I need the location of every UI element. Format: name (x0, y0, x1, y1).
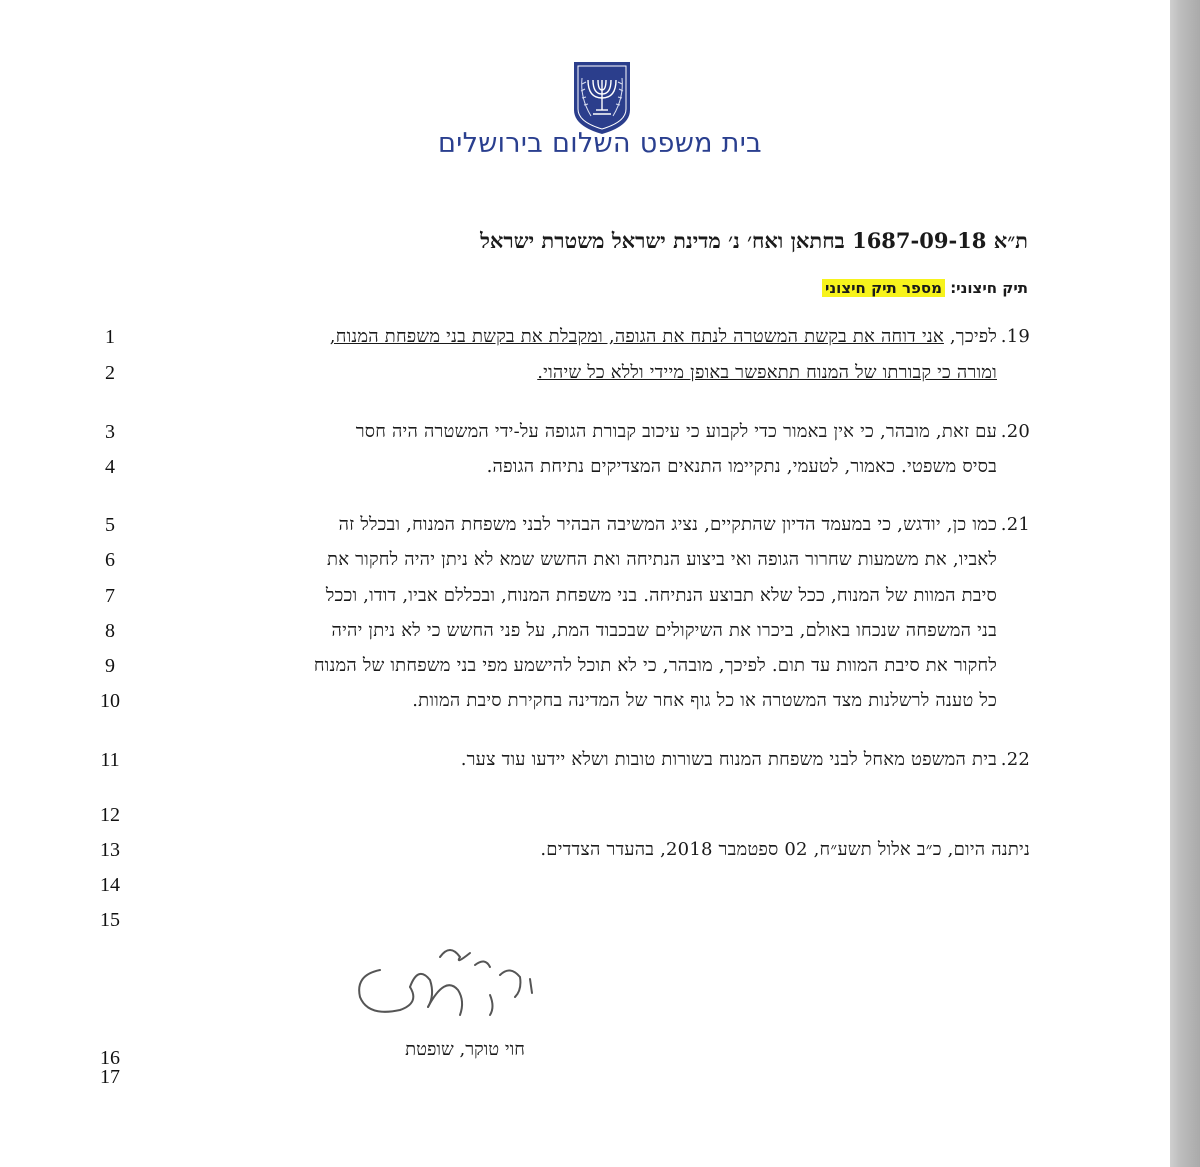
paragraph-text: בית המשפט מאחל לבני משפחת המנוח בשורות טובות ושלא יידעו עוד צער. (460, 749, 997, 770)
paragraph-19-lead: לפיכך, (943, 326, 997, 347)
line-number: 3 (105, 421, 115, 443)
paragraph-text: כל טענה לרשלנות מצד המשטרה או כל גוף אחר של המדינה בחקירת סיבת המוות. (412, 690, 997, 711)
paragraph-21-line-4 (332, 620, 1030, 641)
line-number: 13 (100, 839, 120, 861)
paragraph-text: בני המשפחה שנכחו באולם, ביכרו את השיקולים שבכבוד המת, על פני החשש כי לא ניתן יהיה (331, 620, 997, 641)
court-name: בית משפט השלום בירושלים (438, 128, 762, 159)
line-number: 17 (100, 1066, 120, 1088)
external-file-line (822, 279, 1028, 297)
paragraph-20-line-1 (356, 421, 1030, 442)
line-number: 10 (100, 690, 120, 712)
external-file-label: תיק חיצוני: (950, 279, 1028, 297)
line-number: 16 (100, 1047, 120, 1069)
given-date-line: ניתנה היום, כ״ב אלול תשע״ח, 02 ספטמבר 2018, בהעדר הצדדים. (540, 839, 1030, 860)
paragraph-22-line-1 (461, 749, 1030, 770)
line-number: 5 (105, 514, 115, 536)
line-number: 7 (105, 585, 115, 607)
case-title: ת״א 1687-09-18 בחתאן ואח׳ נ׳ מדינת ישראל משטרת ישראל (480, 228, 1028, 253)
line-number: 4 (105, 456, 115, 478)
paragraph-number: 20. (1000, 421, 1030, 442)
line-number: 6 (105, 549, 115, 571)
line-number: 11 (100, 749, 120, 771)
paragraph-number: 21. (1000, 514, 1030, 535)
line-number: 2 (105, 362, 115, 384)
paragraph-21-line-1 (339, 514, 1030, 535)
paragraph-19-ruling-underlined: אני דוחה את בקשת המשטרה לנתח את הגופה, ומקבלת את בקשת בני משפחת המנוח, (329, 326, 944, 347)
paragraph-number: 22. (1000, 749, 1030, 770)
paragraph-text: עם זאת, מובהר, כי אין באמור כדי לקבוע כי עיכוב קבורת הגופה על-ידי המשטרה היה חסר (355, 421, 997, 442)
paragraph-text: סיבת המוות של המנוח, ככל שלא תבוצע הנתיחה. בני משפחת המנוח, ובכללם אביו, דודו, וככל (325, 585, 997, 606)
line-number: 8 (105, 620, 115, 642)
line-number: 15 (100, 909, 120, 931)
paragraph-19-line-2 (537, 362, 1030, 383)
judge-signature-name: חוי טוקר, שופטת (405, 1039, 525, 1060)
paragraph-21-line-5 (314, 655, 1030, 676)
line-number: 12 (100, 804, 120, 826)
paragraph-19-line-1 (330, 326, 1030, 347)
menorah-emblem-icon (571, 58, 633, 136)
handwritten-signature-icon (340, 935, 560, 1035)
line-number: 9 (105, 655, 115, 677)
line-number: 1 (105, 326, 115, 348)
paragraph-text: כמו כן, יודגש, כי במעמד הדיון שהתקיים, נציג המשיבה הבהיר לבני משפחת המנוח, ובכלל זה (338, 514, 997, 535)
paragraph-21-line-3 (326, 585, 1030, 606)
paragraph-number: 19. (1000, 326, 1030, 347)
paragraph-21-line-6 (412, 690, 1030, 711)
external-file-value: מספר תיק חיצוני (822, 279, 945, 297)
paragraph-text: לאביו, את משמעות שחרור הגופה ואי ביצוע הנתיחה ואת החשש שמא לא ניתן יהיה לחקור את (327, 549, 997, 570)
paragraph-20-line-2 (487, 456, 1030, 477)
paragraph-21-line-2 (327, 549, 1030, 570)
page-edge-shadow (1170, 0, 1200, 1167)
line-number: 14 (100, 874, 120, 896)
paragraph-text: לחקור את סיבת המוות עד תום. לפיכך, מובהר, כי לא תוכל להישמע מפי בני משפחתו של המנוח (313, 655, 997, 676)
paragraph-text: בסיס משפטי. כאמור, לטעמי, נתקיימו התנאים המצדיקים נתיחת הגופה. (486, 456, 997, 477)
paragraph-19-ruling-underlined-2: ומורה כי קבורתו של המנוח תתאפשר באופן מיידי וללא כל שיהוי. (537, 362, 997, 383)
